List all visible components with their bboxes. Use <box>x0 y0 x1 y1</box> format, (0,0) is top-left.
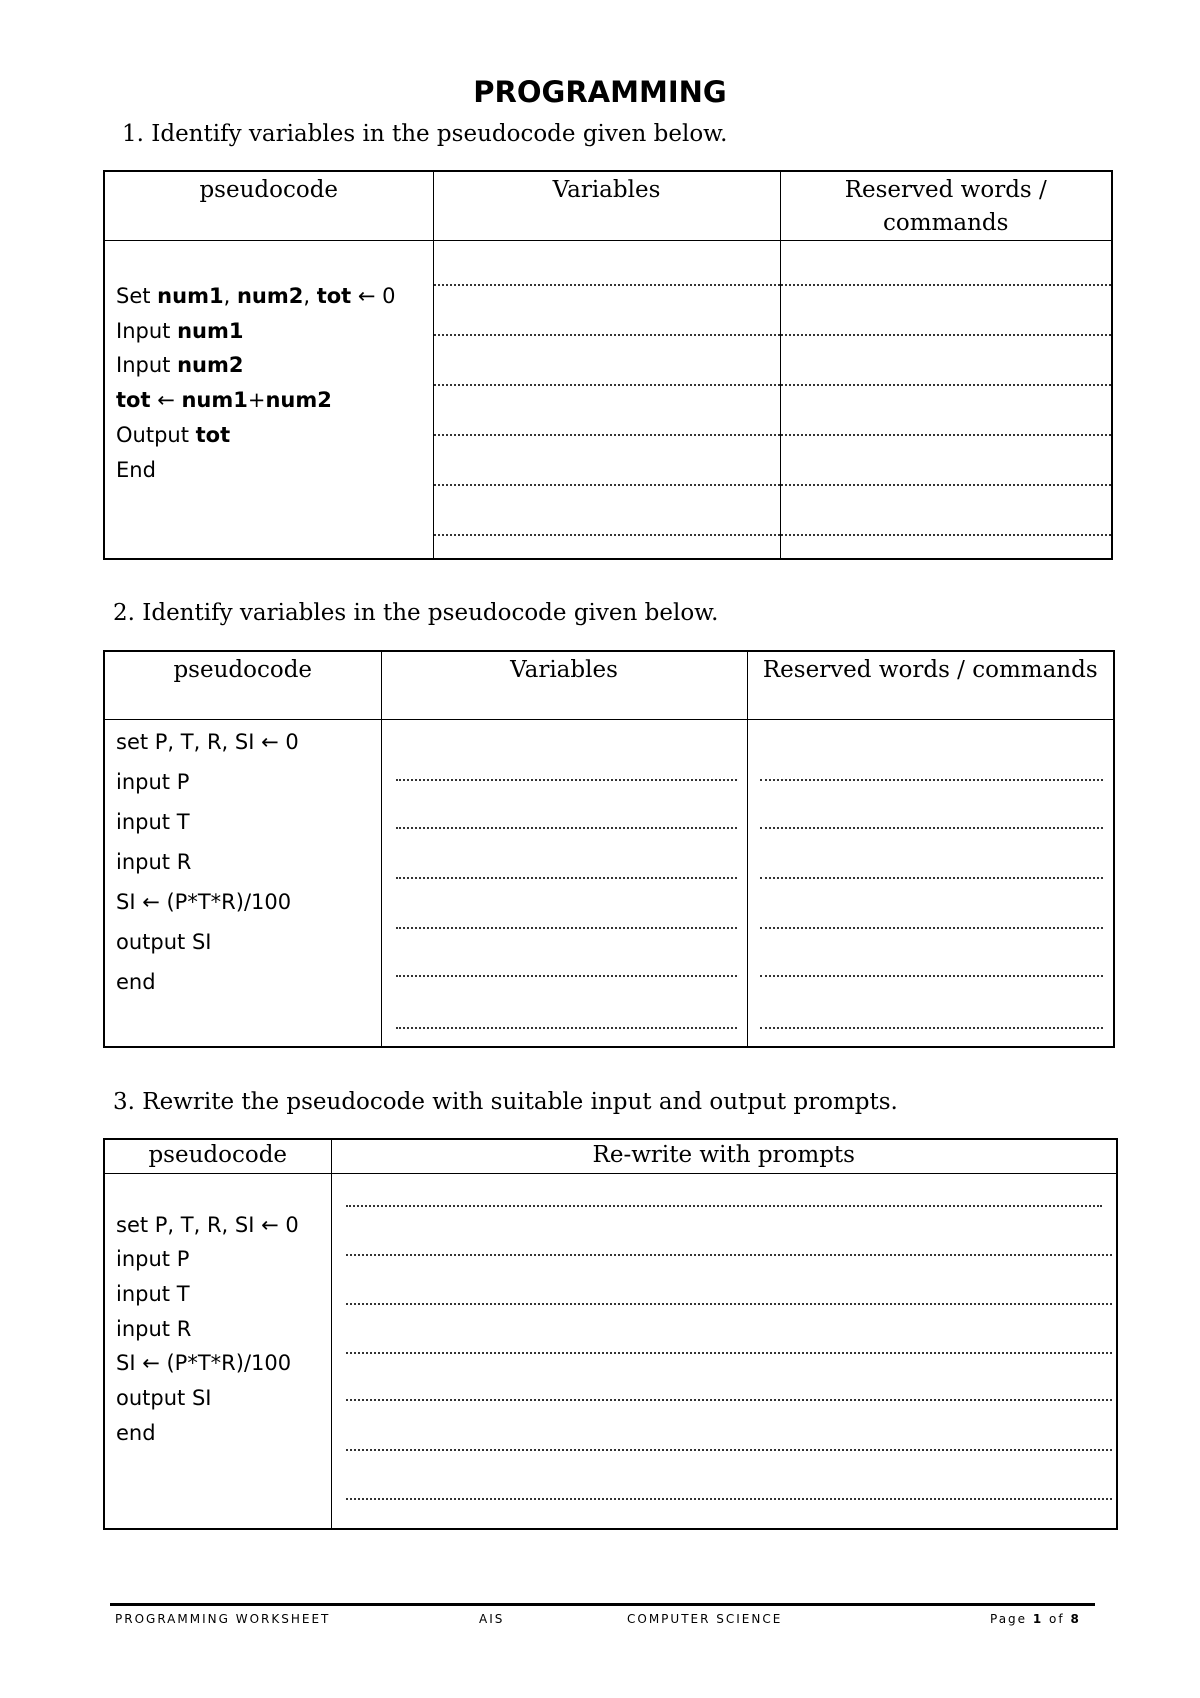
variable-name: tot <box>316 284 352 308</box>
pseudocode-line: input R <box>116 849 192 874</box>
page-current: 1 <box>1032 1612 1044 1626</box>
footer-divider <box>110 1603 1095 1606</box>
answer-line[interactable] <box>346 1256 1113 1305</box>
answer-line[interactable] <box>346 1305 1113 1354</box>
question-3-table <box>103 1138 1118 1530</box>
answer-line[interactable] <box>396 929 737 977</box>
answer-line[interactable] <box>760 929 1104 977</box>
answer-line[interactable] <box>760 977 1104 1029</box>
q3-pseudocode <box>105 1174 331 1451</box>
footer-subject: COMPUTER SCIENCE <box>627 1612 783 1626</box>
q2-pseudocode <box>105 720 381 1002</box>
q2-header-pseudocode: pseudocode <box>104 651 381 719</box>
answer-line[interactable] <box>434 436 780 486</box>
answer-line[interactable] <box>781 241 1112 286</box>
code-text: Output <box>116 422 196 447</box>
code-text: Input <box>116 353 178 378</box>
footer-school: AIS <box>479 1612 505 1626</box>
variable-name: num2 <box>236 284 304 308</box>
question-1-prompt: 1. Identify variables in the pseudocode given below. <box>122 121 728 147</box>
answer-line[interactable] <box>760 879 1104 929</box>
answer-line[interactable] <box>434 386 780 436</box>
pseudocode-line: input T <box>116 809 190 834</box>
pseudocode-line: end <box>116 969 156 994</box>
q1-pseudocode-cell <box>104 241 433 559</box>
answer-line[interactable] <box>346 1207 1113 1256</box>
pseudocode-line: input P <box>116 1247 190 1272</box>
pseudocode-line: set P, T, R, SI ← 0 <box>116 1212 299 1237</box>
q3-rewrite-answer-area[interactable] <box>331 1173 1117 1529</box>
page-prefix: Page <box>990 1612 1033 1626</box>
question-1-table <box>103 170 1113 560</box>
code-text: Set <box>116 284 158 308</box>
answer-line[interactable] <box>396 879 737 929</box>
pseudocode-line: input T <box>116 1281 190 1306</box>
code-text: + <box>247 388 266 413</box>
answer-line[interactable] <box>781 286 1112 336</box>
question-2-prompt: 2. Identify variables in the pseudocode given below. <box>113 600 719 626</box>
answer-line[interactable] <box>396 720 737 781</box>
q2-header-variables: Variables <box>381 651 747 719</box>
q1-header-variables: Variables <box>433 171 780 241</box>
answer-line[interactable] <box>760 720 1104 781</box>
q2-header-reserved-words: Reserved words / commands <box>747 651 1114 719</box>
answer-line[interactable] <box>396 977 737 1029</box>
pseudocode-line <box>116 279 433 314</box>
answer-line[interactable] <box>781 336 1112 386</box>
page-total: 8 <box>1070 1612 1081 1626</box>
q2-variables-answer-area[interactable] <box>381 719 747 1047</box>
answer-line[interactable] <box>781 386 1112 436</box>
footer-page-number <box>990 1612 1081 1626</box>
pseudocode-line <box>116 314 433 349</box>
variable-name: num2 <box>177 353 244 378</box>
answer-line[interactable] <box>781 436 1112 486</box>
q1-header-pseudocode: pseudocode <box>104 171 433 241</box>
question-2-table <box>103 650 1115 1048</box>
pseudocode-line: SI ← (P*T*R)/100 <box>116 1351 292 1376</box>
answer-line[interactable] <box>346 1451 1113 1500</box>
code-text: End <box>116 457 156 482</box>
answer-line[interactable] <box>434 486 780 536</box>
page-of: of <box>1043 1612 1071 1626</box>
q1-pseudocode <box>105 241 433 487</box>
q2-reserved-answer-area[interactable] <box>747 719 1114 1047</box>
answer-line[interactable] <box>346 1401 1113 1451</box>
q1-header-reserved-words: Reserved words / commands <box>780 171 1112 241</box>
answer-line[interactable] <box>346 1354 1113 1401</box>
pseudocode-line: output SI <box>116 1386 212 1411</box>
q2-pseudocode-cell <box>104 719 381 1047</box>
pseudocode-line: SI ← (P*T*R)/100 <box>116 889 292 914</box>
answer-line[interactable] <box>434 241 780 286</box>
variable-name: num1 <box>177 318 244 343</box>
footer-worksheet-title: PROGRAMMING WORKSHEET <box>115 1612 331 1626</box>
pseudocode-line <box>116 453 433 488</box>
q3-header-rewrite: Re-write with prompts <box>331 1139 1117 1173</box>
answer-line[interactable] <box>760 781 1104 829</box>
answer-line[interactable] <box>396 829 737 879</box>
q1-variables-answer-area[interactable] <box>433 241 780 559</box>
q3-header-pseudocode: pseudocode <box>104 1139 331 1173</box>
variable-name: num1 <box>157 284 224 308</box>
q1-reserved-answer-area[interactable] <box>780 241 1112 559</box>
code-text: ← 0 <box>351 284 396 308</box>
pseudocode-line: output SI <box>116 929 212 954</box>
pseudocode-line: set P, T, R, SI ← 0 <box>116 729 299 754</box>
variable-name: tot <box>116 388 151 413</box>
pseudocode-line <box>116 383 433 418</box>
answer-line[interactable] <box>434 336 780 386</box>
q3-pseudocode-cell <box>104 1173 331 1529</box>
variable-name: num1 <box>181 388 248 413</box>
variable-name: tot <box>195 422 231 447</box>
code-text: ← <box>150 388 182 413</box>
code-text: , <box>303 284 317 308</box>
answer-line[interactable] <box>396 781 737 829</box>
answer-line[interactable] <box>781 486 1112 536</box>
code-text: , <box>223 284 237 308</box>
answer-line[interactable] <box>346 1174 1103 1207</box>
question-3-prompt: 3. Rewrite the pseudocode with suitable input and output prompts. <box>113 1089 898 1115</box>
pseudocode-line <box>116 348 433 383</box>
pseudocode-line: input P <box>116 769 190 794</box>
pseudocode-line: input R <box>116 1316 192 1341</box>
variable-name: num2 <box>265 388 332 413</box>
pseudocode-line: end <box>116 1420 156 1445</box>
pseudocode-line <box>116 418 433 453</box>
answer-line[interactable] <box>760 829 1104 879</box>
code-text: Input <box>116 318 178 343</box>
page-title: PROGRAMMING <box>473 75 727 109</box>
answer-line[interactable] <box>434 286 780 336</box>
